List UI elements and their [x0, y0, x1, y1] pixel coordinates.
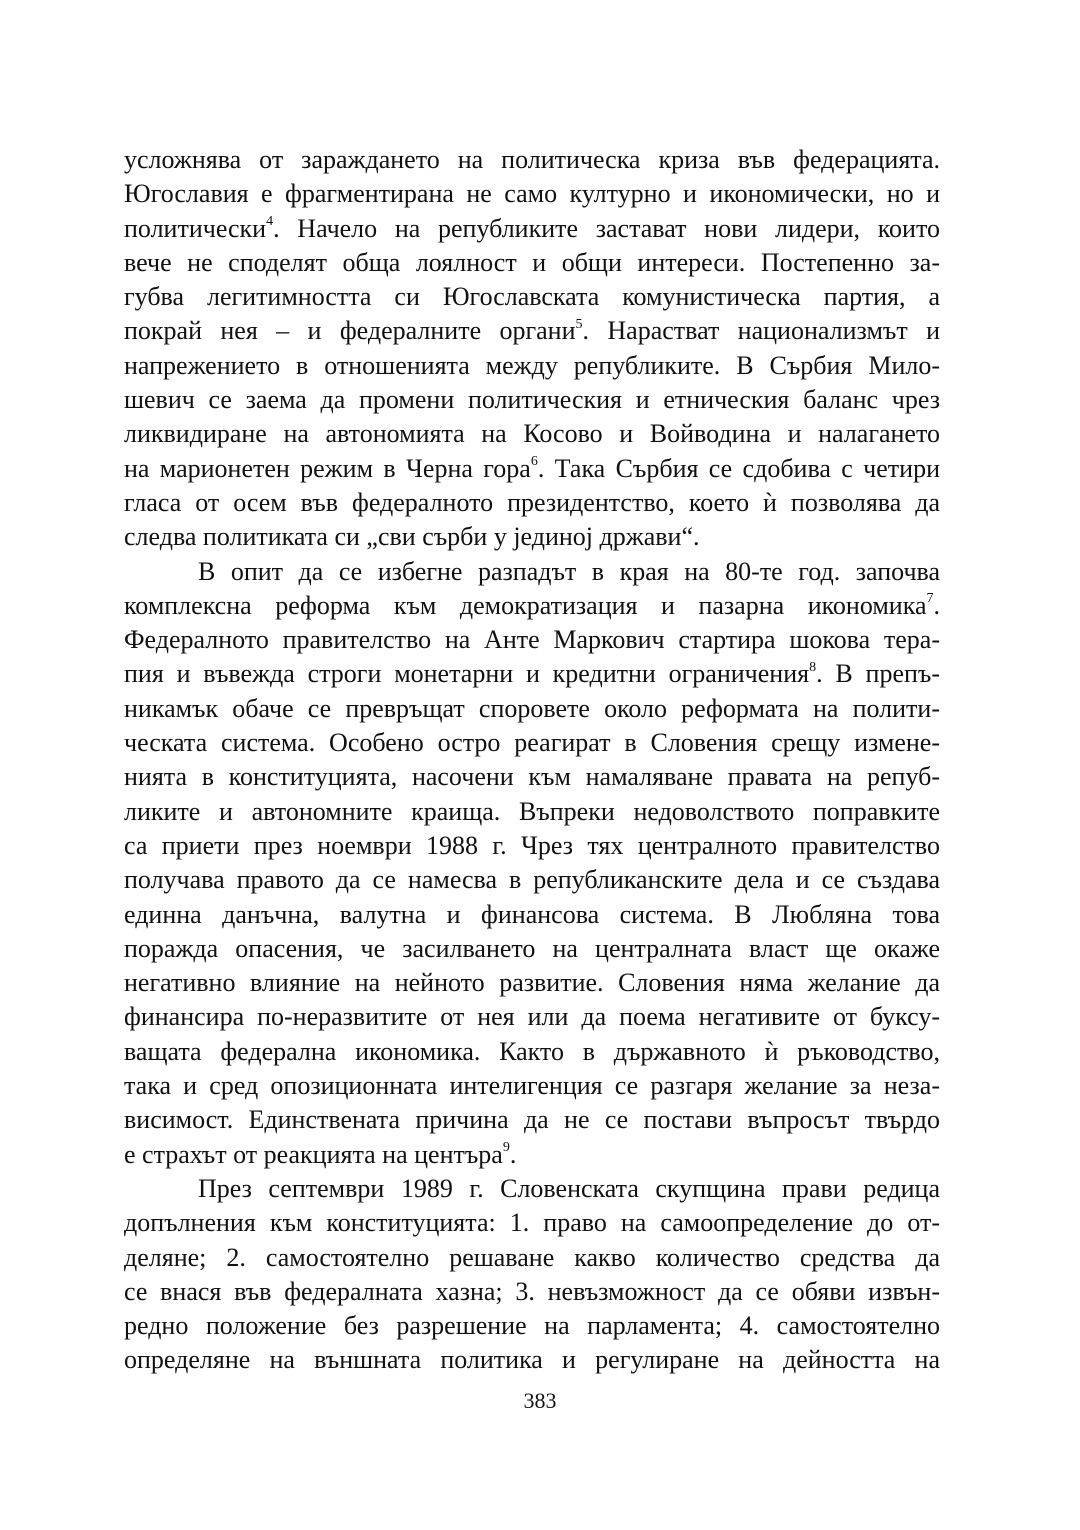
text-line: е страхът от реакцията на центъра$^9$.: [124, 1139, 517, 1169]
text-line: редно положение без разрешение на парламента; 4. самостоятелно: [124, 1311, 940, 1341]
text-line: негативно влияние на нейното развитие. Словения няма желание да: [124, 968, 940, 998]
text-line: единна данъчна, валутна и финансова система. В Любляна това: [124, 899, 940, 929]
text-line: През септември 1989 г. Словенската скупщина прави редица: [198, 1173, 940, 1203]
footnote-ref[interactable]: 9: [502, 1139, 510, 1155]
text-line: шевич се заема да промени политическия и етническия баланс чрез: [124, 385, 940, 415]
text-line: ческата система. Особено остро реагират в Словения срещу измене-: [124, 728, 940, 758]
text-line: деляне; 2. самостоятелно решаване какво количество средства да: [124, 1242, 940, 1272]
text-line: усложнява от зараждането на политическа криза във федерацията.: [124, 145, 940, 174]
footnote-ref[interactable]: 5: [575, 316, 583, 332]
text-line: покрай нея – и федералните органи$^5$. Нарастват национализмът и: [124, 316, 940, 346]
text-line: пия и въвежда строги монетарни и кредитни ограничения$^8$. В препъ-: [124, 659, 941, 689]
text-line: нията в конституцията, насочени към намаляване правата на репуб-: [124, 762, 940, 792]
text-line: финансира по-неразвитите от нея или да поема негативите от буксу-: [124, 1002, 940, 1032]
text-line: никамък обаче се превръщат споровете около реформата на полити-: [124, 693, 940, 723]
text-line: гласа от осем във федералното президентство, което ѝ позволява да: [124, 487, 940, 517]
text-line: поражда опасения, че засилването на централната власт ще окаже: [124, 933, 940, 963]
footnote-ref[interactable]: 6: [530, 454, 538, 470]
text-line: Федералното правителство на Анте Маркович стартира шокова тера-: [124, 625, 940, 655]
text-line: следва политиката си „сви сърби у jединоj држави“.: [124, 522, 700, 552]
text-line: Югославия е фрагментирана не само културно и икономически, но и: [124, 179, 940, 209]
text-line: допълнения към конституцията: 1. право на самоопределение до от-: [124, 1208, 940, 1238]
text-line: комплексна реформа към демократизация и пазарна икономика$^7$.: [124, 590, 940, 620]
text-line: губва легитимността си Югославската комунистическа партия, а: [124, 282, 940, 312]
text-line: получава правото да се намесва в републиканските дела и се създава: [124, 865, 940, 895]
body-text: [124, 143, 940, 1378]
text-line: определяне на външната политика и регулиране на дейността на: [124, 1345, 940, 1375]
text-line: политически$^4$. Начело на републиките застават нови лидери, които: [124, 213, 940, 243]
text-line: висимост. Единствената причина да не се постави въпросът твърдо: [124, 1105, 940, 1135]
footnote-ref[interactable]: 8: [809, 659, 817, 675]
text-line: са приети през ноември 1988 г. Чрез тях централното правителство: [124, 830, 940, 860]
text-line: така и сред опозиционната интелигенция се разгаря желание за неза-: [124, 1071, 940, 1101]
text-line: на марионетен режим в Черна гора$^6$. Така Сърбия се сдобива с четири: [124, 453, 940, 483]
page-number: 383: [523, 1388, 557, 1413]
text-line: ващата федерална икономика. Както в държавното ѝ ръководство,: [124, 1036, 940, 1066]
text-line: ликите и автономните краища. Въпреки недоволството поправките: [124, 796, 940, 826]
text-line: вече не споделят обща лоялност и общи интереси. Постепенно за-: [124, 247, 940, 277]
text-line: напрежението в отношенията между републиките. В Сърбия Мило-: [124, 350, 940, 380]
text-line: В опит да се избегне разпадът в края на 80-те год. започва: [198, 556, 940, 586]
text-line: се внася във федералната хазна; 3. невъзможност да се обяви извън-: [124, 1276, 940, 1306]
footnote-ref[interactable]: 7: [926, 591, 934, 607]
footnote-ref[interactable]: 4: [266, 213, 274, 229]
text-line: ликвидиране на автономията на Косово и Войводина и налагането: [124, 419, 940, 449]
